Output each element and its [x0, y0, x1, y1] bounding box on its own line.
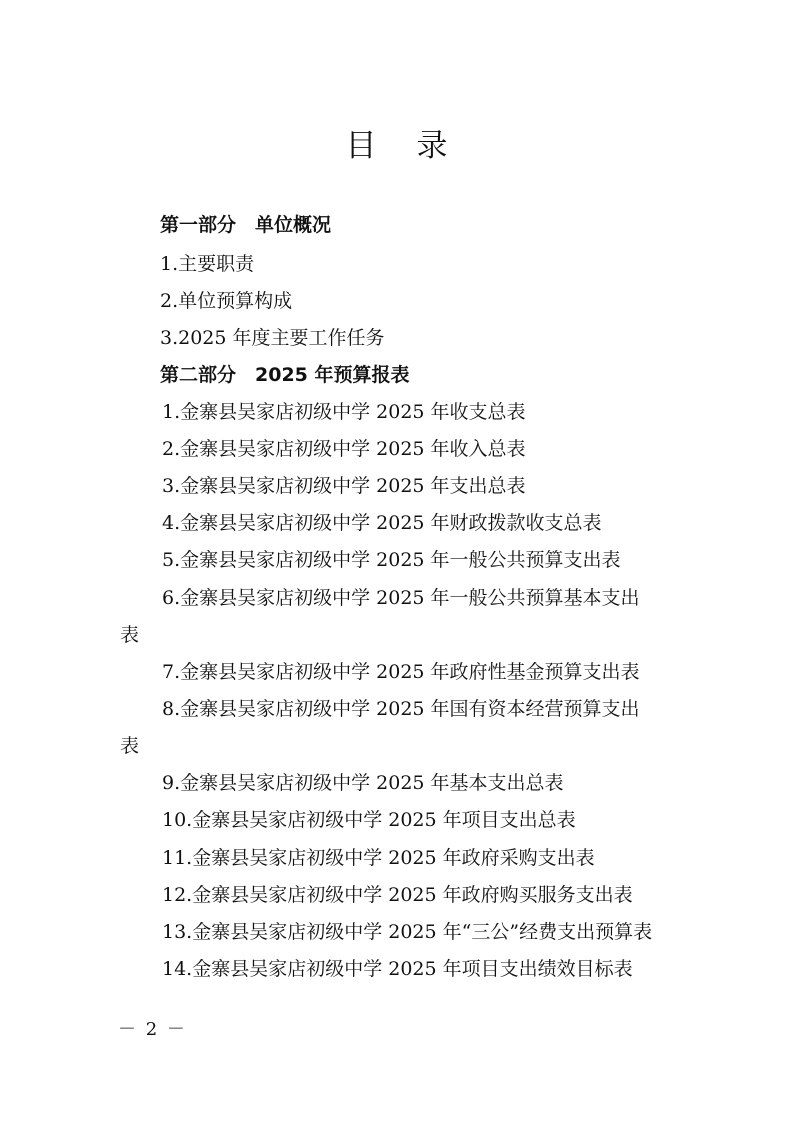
part1-heading: 第一部分 单位概况 — [160, 214, 332, 236]
toc-item-continuation: 表 — [120, 735, 140, 757]
toc-item: 3.2025 年度主要工作任务 — [160, 327, 385, 349]
toc-item-continuation: 表 — [120, 624, 140, 646]
toc-item: 14.金寨县吴家店初级中学 2025 年项目支出绩效目标表 — [162, 958, 633, 980]
toc-item: 11.金寨县吴家店初级中学 2025 年政府采购支出表 — [162, 847, 595, 869]
part2-heading: 第二部分 2025 年预算报表 — [160, 364, 410, 386]
toc-item: 8.金寨县吴家店初级中学 2025 年国有资本经营预算支出 — [162, 698, 640, 720]
toc-item: 3.金寨县吴家店初级中学 2025 年支出总表 — [162, 475, 526, 497]
toc-item: 7.金寨县吴家店初级中学 2025 年政府性基金预算支出表 — [162, 661, 640, 683]
toc-item: 5.金寨县吴家店初级中学 2025 年一般公共预算支出表 — [162, 549, 621, 571]
toc-item: 1.主要职责 — [160, 253, 255, 275]
toc-item: 13.金寨县吴家店初级中学 2025 年“三公”经费支出预算表 — [162, 921, 653, 943]
toc-item: 10.金寨县吴家店初级中学 2025 年项目支出总表 — [162, 809, 576, 831]
toc-item: 12.金寨县吴家店初级中学 2025 年政府购买服务支出表 — [162, 884, 633, 906]
toc-item: 2.单位预算构成 — [160, 290, 293, 312]
toc-item: 6.金寨县吴家店初级中学 2025 年一般公共预算基本支出 — [162, 587, 640, 609]
toc-item: 4.金寨县吴家店初级中学 2025 年财政拨款收支总表 — [162, 512, 602, 534]
toc-item: 1.金寨县吴家店初级中学 2025 年收支总表 — [162, 401, 526, 423]
toc-item: 2.金寨县吴家店初级中学 2025 年收入总表 — [162, 438, 526, 460]
toc-item: 9.金寨县吴家店初级中学 2025 年基本支出总表 — [162, 772, 564, 794]
page-number: － 2 － — [118, 1019, 187, 1040]
page-title: 目录 — [345, 128, 488, 164]
